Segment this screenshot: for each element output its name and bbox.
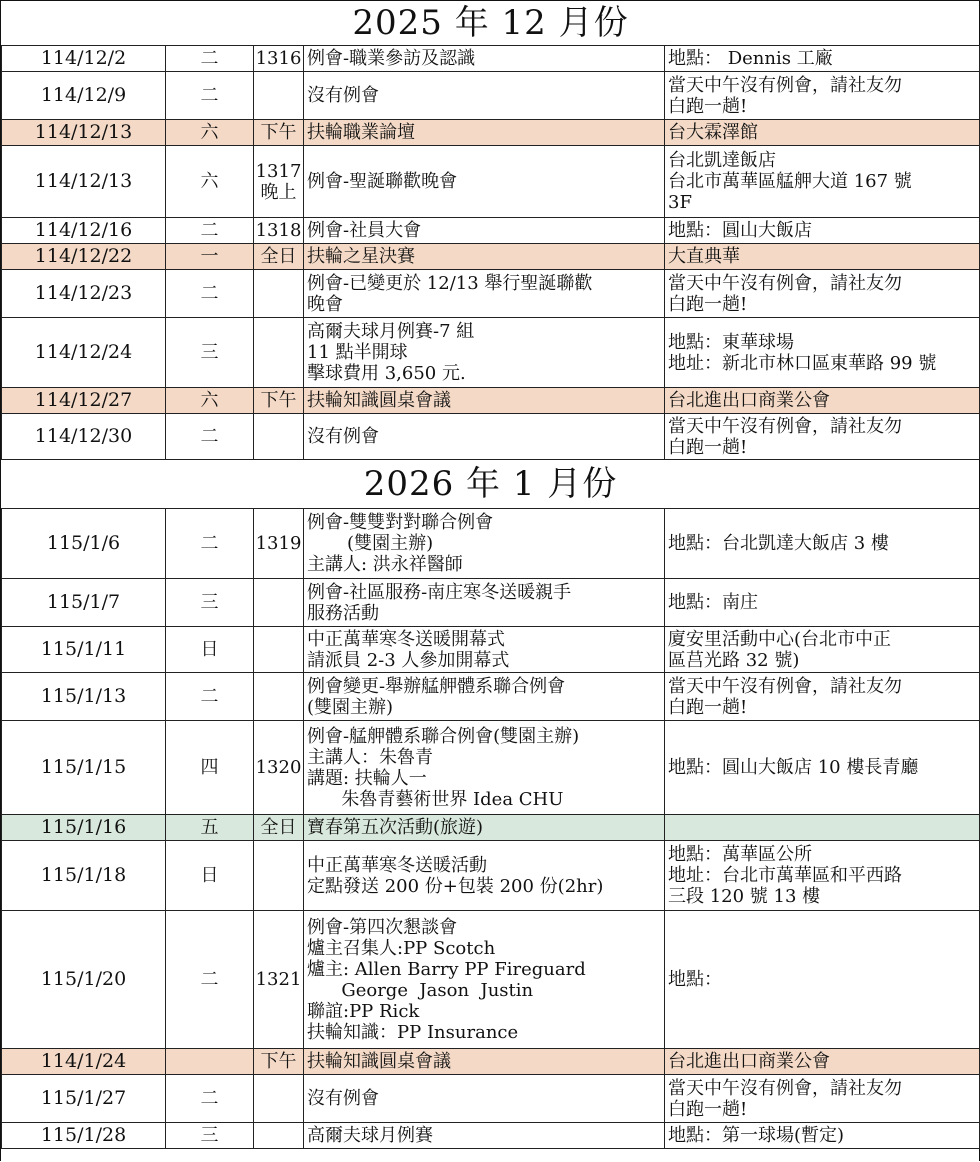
schedule-row: [2, 72, 980, 120]
meeting-number-cell: 下午: [254, 388, 304, 414]
weekday-cell: 六: [166, 146, 254, 218]
date-cell: 115/1/16: [2, 815, 166, 841]
location-cell: 當天中午沒有例會，請社友勿 白跑一趟!: [665, 414, 980, 460]
date-cell: 115/1/28: [2, 1123, 166, 1149]
date-cell: 114/12/27: [2, 388, 166, 414]
event-cell: 沒有例會: [304, 1075, 665, 1123]
date-cell: 115/1/6: [2, 509, 166, 579]
event-cell: 寶春第五次活動(旅遊): [304, 815, 665, 841]
meeting-number-cell: 下午: [254, 120, 304, 146]
meeting-number-cell: [254, 270, 304, 318]
weekday-cell: 六: [166, 120, 254, 146]
month-title: 2026 年 1 月份: [2, 460, 980, 509]
month-header-row: [2, 1, 980, 46]
date-cell: 114/1/24: [2, 1049, 166, 1075]
schedule-row: [2, 270, 980, 318]
event-cell: 例會-聖誕聯歡晚會: [304, 146, 665, 218]
schedule-row: [2, 1075, 980, 1123]
event-cell: 中正萬華寒冬送暖活動 定點發送 200 份+包裝 200 份(2hr): [304, 841, 665, 911]
location-cell: 地點：圓山大飯店: [665, 218, 980, 244]
date-cell: 114/12/9: [2, 72, 166, 120]
meeting-number-cell: 1317 晚上: [254, 146, 304, 218]
date-cell: 114/12/24: [2, 318, 166, 388]
location-cell: 地點：東華球場 地址：新北市林口區東華路 99 號: [665, 318, 980, 388]
meeting-number-cell: 1318: [254, 218, 304, 244]
meeting-number-cell: [254, 1075, 304, 1123]
meeting-number-cell: 下午: [254, 1049, 304, 1075]
location-cell: 台北進出口商業公會: [665, 388, 980, 414]
weekday-cell: 二: [166, 673, 254, 721]
date-cell: 115/1/7: [2, 579, 166, 627]
location-cell: 當天中午沒有例會，請社友勿 白跑一趟!: [665, 1075, 980, 1123]
schedule-row: [2, 388, 980, 414]
schedule-row: [2, 911, 980, 1049]
schedule-row: [2, 46, 980, 72]
weekday-cell: 二: [166, 46, 254, 72]
event-cell: 高爾夫球月例賽: [304, 1123, 665, 1149]
meeting-number-cell: 1321: [254, 911, 304, 1049]
event-cell: 扶輪知識圓桌會議: [304, 1049, 665, 1075]
weekday-cell: 三: [166, 579, 254, 627]
date-cell: 114/12/30: [2, 414, 166, 460]
weekday-cell: 二: [166, 414, 254, 460]
location-cell: [665, 815, 980, 841]
schedule-table: [1, 1, 980, 1149]
month-title: 2025 年 12 月份: [2, 1, 980, 46]
schedule-row: [2, 244, 980, 270]
weekday-cell: 日: [166, 841, 254, 911]
meeting-number-cell: [254, 318, 304, 388]
location-cell: 台北凱達飯店 台北市萬華區艋舺大道 167 號 3F: [665, 146, 980, 218]
weekday-cell: 三: [166, 318, 254, 388]
month-header-row: [2, 460, 980, 509]
event-cell: 沒有例會: [304, 414, 665, 460]
meeting-number-cell: 1320: [254, 721, 304, 815]
event-cell: 例會-已變更於 12/13 舉行聖誕聯歡 晚會: [304, 270, 665, 318]
weekday-cell: 二: [166, 509, 254, 579]
location-cell: 廈安里活動中心(台北市中正 區莒光路 32 號): [665, 627, 980, 673]
weekday-cell: 三: [166, 1123, 254, 1149]
event-cell: 扶輪之星決賽: [304, 244, 665, 270]
location-cell: 地點：南庄: [665, 579, 980, 627]
schedule-row: [2, 509, 980, 579]
weekday-cell: 六: [166, 388, 254, 414]
meeting-number-cell: [254, 579, 304, 627]
schedule-row: [2, 815, 980, 841]
weekday-cell: 二: [166, 72, 254, 120]
location-cell: 地點：萬華區公所 地址：台北市萬華區和平西路 三段 120 號 13 樓: [665, 841, 980, 911]
schedule-row: [2, 218, 980, 244]
meeting-number-cell: 1316: [254, 46, 304, 72]
event-cell: 例會-第四次懇談會 爐主召集人:PP Scotch 爐主: Allen Barry PP Fireguard George Jason Justin 聯誼:PP Rick 扶輪知識：PP Insurance: [304, 911, 665, 1049]
date-cell: 114/12/13: [2, 120, 166, 146]
date-cell: 115/1/18: [2, 841, 166, 911]
event-cell: 例會-艋舺體系聯合例會(雙園主辦) 主講人：朱魯青 講題: 扶輪人一 朱魯青藝術世界 Idea CHU: [304, 721, 665, 815]
location-cell: 台大霖澤館: [665, 120, 980, 146]
location-cell: 地點：台北凱達大飯店 3 樓: [665, 509, 980, 579]
event-cell: 扶輪知識圓桌會議: [304, 388, 665, 414]
date-cell: 115/1/20: [2, 911, 166, 1049]
location-cell: 台北進出口商業公會: [665, 1049, 980, 1075]
schedule-row: [2, 120, 980, 146]
event-cell: 扶輪職業論壇: [304, 120, 665, 146]
weekday-cell: 日: [166, 627, 254, 673]
date-cell: 115/1/11: [2, 627, 166, 673]
weekday-cell: 四: [166, 721, 254, 815]
schedule-row: [2, 673, 980, 721]
event-cell: 例會-雙雙對對聯合例會 (雙園主辦) 主講人: 洪永祥醫師: [304, 509, 665, 579]
meeting-number-cell: [254, 72, 304, 120]
meeting-number-cell: [254, 1123, 304, 1149]
date-cell: 114/12/23: [2, 270, 166, 318]
date-cell: 115/1/15: [2, 721, 166, 815]
weekday-cell: 二: [166, 270, 254, 318]
meeting-number-cell: [254, 841, 304, 911]
location-cell: 地點：: [665, 911, 980, 1049]
event-cell: 例會-社區服務-南庄寒冬送暖親手 服務活動: [304, 579, 665, 627]
date-cell: 114/12/22: [2, 244, 166, 270]
date-cell: 114/12/16: [2, 218, 166, 244]
event-cell: 沒有例會: [304, 72, 665, 120]
location-cell: 當天中午沒有例會，請社友勿 白跑一趟!: [665, 72, 980, 120]
meeting-number-cell: 1319: [254, 509, 304, 579]
meeting-number-cell: 全日: [254, 815, 304, 841]
weekday-cell: 二: [166, 1075, 254, 1123]
location-cell: 地點：第一球場(暫定): [665, 1123, 980, 1149]
schedule-row: [2, 721, 980, 815]
event-cell: 例會-社員大會: [304, 218, 665, 244]
weekday-cell: 五: [166, 815, 254, 841]
schedule-row: [2, 318, 980, 388]
meeting-number-cell: [254, 627, 304, 673]
schedule-row: [2, 841, 980, 911]
schedule-row: [2, 414, 980, 460]
weekday-cell: 二: [166, 911, 254, 1049]
event-cell: 例會-職業參訪及認識: [304, 46, 665, 72]
location-cell: 當天中午沒有例會，請社友勿 白跑一趟!: [665, 270, 980, 318]
weekday-cell: 一: [166, 244, 254, 270]
schedule-row: [2, 1049, 980, 1075]
meeting-number-cell: 全日: [254, 244, 304, 270]
date-cell: 114/12/13: [2, 146, 166, 218]
meeting-number-cell: [254, 414, 304, 460]
date-cell: 114/12/2: [2, 46, 166, 72]
date-cell: 115/1/13: [2, 673, 166, 721]
schedule-row: [2, 146, 980, 218]
weekday-cell: [166, 1049, 254, 1075]
location-cell: 地點： Dennis 工廠: [665, 46, 980, 72]
location-cell: 大直典華: [665, 244, 980, 270]
weekday-cell: 二: [166, 218, 254, 244]
event-cell: 高爾夫球月例賽-7 組 11 點半開球 擊球費用 3,650 元.: [304, 318, 665, 388]
event-cell: 例會變更-舉辦艋舺體系聯合例會 (雙園主辦): [304, 673, 665, 721]
schedule-row: [2, 579, 980, 627]
date-cell: 115/1/27: [2, 1075, 166, 1123]
meeting-number-cell: [254, 673, 304, 721]
location-cell: 當天中午沒有例會，請社友勿 白跑一趟!: [665, 673, 980, 721]
schedule-row: [2, 627, 980, 673]
schedule-row: [2, 1123, 980, 1149]
location-cell: 地點：圓山大飯店 10 樓長青廳: [665, 721, 980, 815]
event-cell: 中正萬華寒冬送暖開幕式 請派員 2-3 人參加開幕式: [304, 627, 665, 673]
